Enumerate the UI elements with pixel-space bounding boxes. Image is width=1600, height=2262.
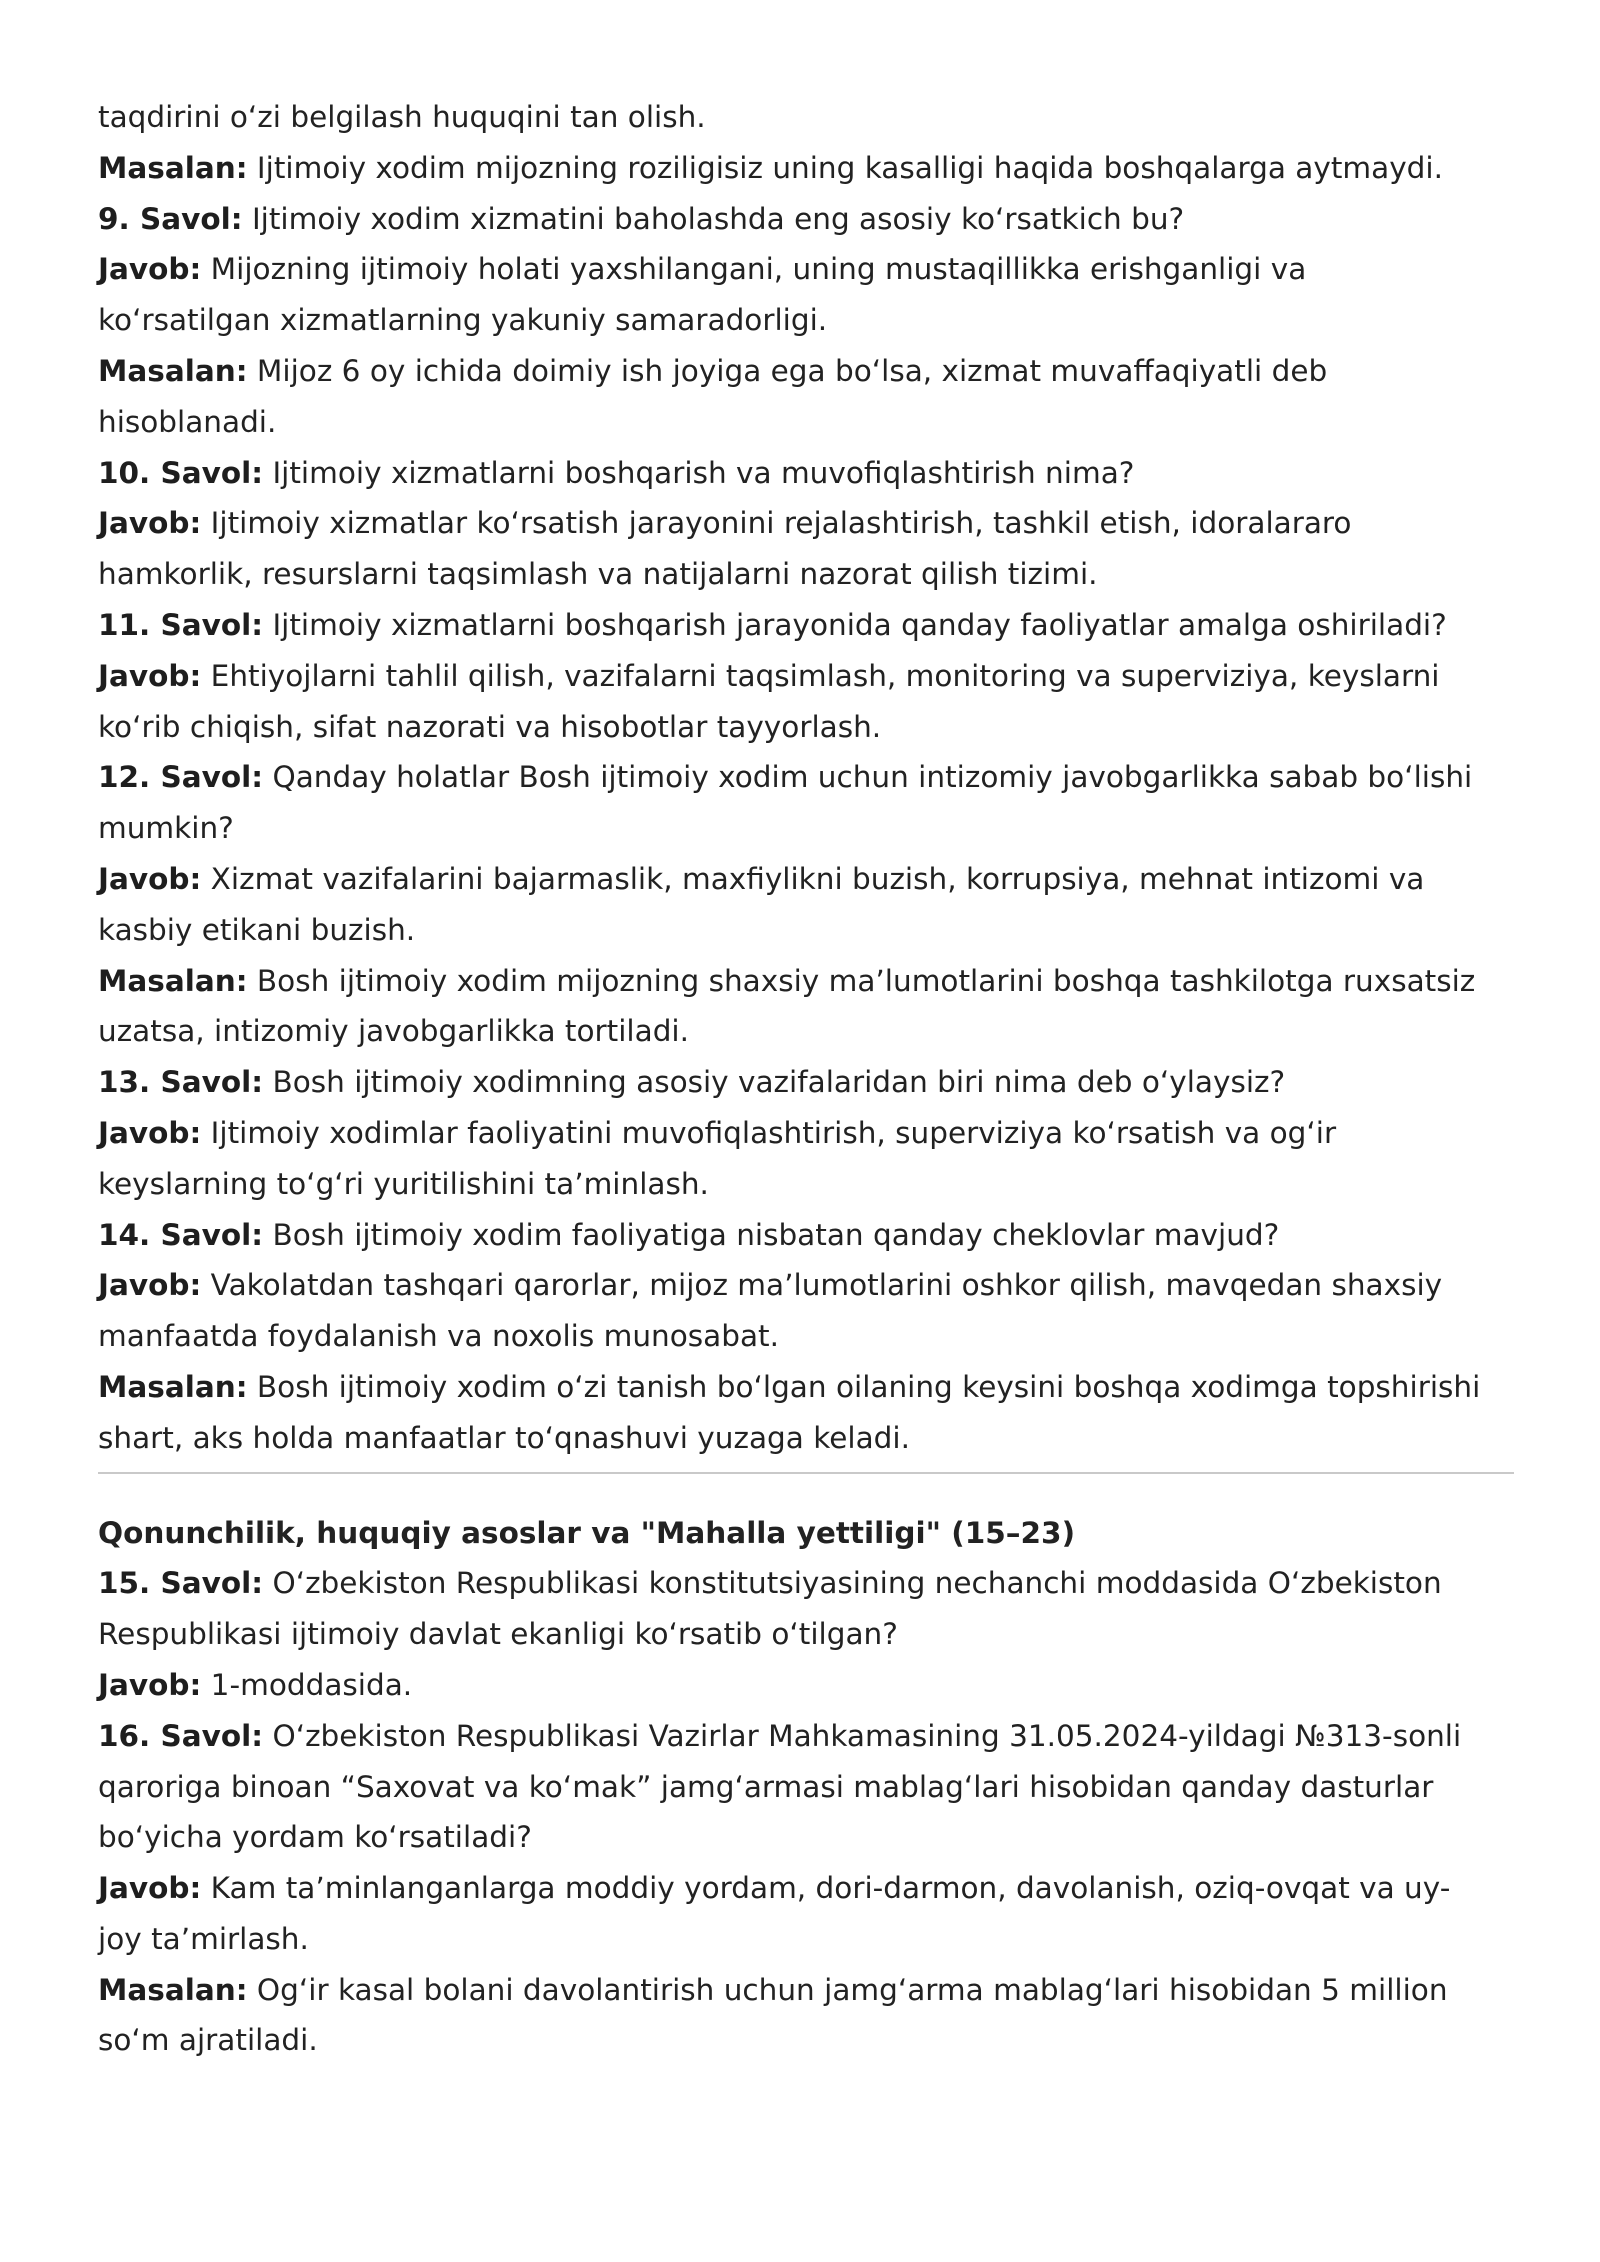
line-text: keyslarning to‘g‘ri yuritilishini ta’minlash.	[98, 1166, 709, 1201]
line-text: Bosh ijtimoiy xodimning asosiy vazifalaridan biri nima deb o‘ylaysiz?	[263, 1065, 1286, 1100]
line-text: O‘zbekiston Respublikasi Vazirlar Mahkamasining 31.05.2024-yildagi №313-sonli	[263, 1718, 1462, 1753]
continuation-line	[98, 905, 1518, 956]
question-label: 14. Savol:	[98, 1217, 264, 1252]
question-line	[98, 1057, 1518, 1108]
section-heading: Qonunchilik, huquqiy asoslar va "Mahalla yettiligi" (15–23)	[98, 1515, 1076, 1550]
example-label: Masalan:	[98, 353, 248, 388]
qa-block-bottom	[98, 1558, 1518, 2066]
question-line	[98, 194, 1518, 245]
line-text: bo‘yicha yordam ko‘rsatiladi?	[98, 1820, 532, 1855]
line-text: Respublikasi ijtimoiy davlat ekanligi ko‘rsatib o‘tilgan?	[98, 1617, 898, 1652]
line-text: Kam ta’minlanganlarga moddiy yordam, dori-darmon, davolanish, oziq-ovqat va uy-	[201, 1871, 1451, 1906]
line-text: hisoblanadi.	[98, 404, 277, 439]
line-text: so‘m ajratiladi.	[98, 2023, 318, 2058]
line-text: Ijtimoiy xizmatlarni boshqarish va muvofiqlashtirish nima?	[263, 455, 1135, 490]
answer-line	[98, 1863, 1518, 1914]
example-label: Masalan:	[98, 963, 248, 998]
line-text: Ijtimoiy xodim mijozning roziligisiz uning kasalligi haqida boshqalarga aytmaydi.	[247, 150, 1443, 185]
example-line	[98, 956, 1518, 1007]
continuation-line	[98, 1609, 1518, 1660]
line-text: Ijtimoiy xodim xizmatini baholashda eng asosiy ko‘rsatkich bu?	[242, 201, 1185, 236]
question-line	[98, 752, 1518, 803]
answer-line	[98, 498, 1518, 549]
continuation-line	[98, 1413, 1518, 1464]
line-text: ko‘rsatilgan xizmatlarning yakuniy samaradorligi.	[98, 303, 828, 338]
line-text: Mijoz 6 oy ichida doimiy ish joyiga ega bo‘lsa, xizmat muvaffaqiyatli deb	[247, 353, 1328, 388]
question-label: 13. Savol:	[98, 1065, 264, 1100]
line-text: O‘zbekiston Respublikasi konstitutsiyasining nechanchi moddasida O‘zbekiston	[263, 1566, 1442, 1601]
question-label: 10. Savol:	[98, 455, 264, 490]
line-text: 1-moddasida.	[201, 1667, 413, 1702]
question-line	[98, 1210, 1518, 1261]
answer-label: Javob:	[98, 1871, 202, 1906]
line-text: mumkin?	[98, 811, 234, 846]
question-label: 15. Savol:	[98, 1566, 264, 1601]
answer-line	[98, 1660, 1518, 1711]
question-line	[98, 1711, 1518, 1762]
line-text: joy ta’mirlash.	[98, 1921, 309, 1956]
line-text: Ehtiyojlarni tahlil qilish, vazifalarni taqsimlash, monitoring va superviziya, keyslarni	[201, 658, 1440, 693]
section-divider	[98, 1472, 1514, 1474]
answer-label: Javob:	[98, 1667, 202, 1702]
continuation-line	[98, 702, 1518, 753]
example-line	[98, 346, 1518, 397]
line-text: Og‘ir kasal bolani davolantirish uchun jamg‘arma mablag‘lari hisobidan 5 million	[247, 1972, 1448, 2007]
answer-line	[98, 1260, 1518, 1311]
answer-line	[98, 854, 1518, 905]
continuation-line	[98, 1762, 1518, 1813]
example-line	[98, 143, 1518, 194]
question-label: 9. Savol:	[98, 201, 243, 236]
document-page	[98, 92, 1518, 2066]
line-text: ko‘rib chiqish, sifat nazorati va hisobotlar tayyorlash.	[98, 709, 882, 744]
answer-line	[98, 244, 1518, 295]
line-text: hamkorlik, resurslarni taqsimlash va natijalarni nazorat qilish tizimi.	[98, 557, 1098, 592]
answer-line	[98, 1108, 1518, 1159]
line-text: Bosh ijtimoiy xodim mijozning shaxsiy ma’lumotlarini boshqa tashkilotga ruxsatsiz	[247, 963, 1476, 998]
continuation-line	[98, 803, 1518, 854]
question-line	[98, 1558, 1518, 1609]
answer-label: Javob:	[98, 252, 202, 287]
example-label: Masalan:	[98, 1369, 248, 1404]
example-line	[98, 1965, 1518, 2016]
line-text: manfaatda foydalanish va noxolis munosabat.	[98, 1319, 779, 1354]
line-text: Ijtimoiy xodimlar faoliyatini muvofiqlashtirish, superviziya ko‘rsatish va og‘ir	[201, 1115, 1337, 1150]
question-label: 11. Savol:	[98, 607, 264, 642]
question-label: 16. Savol:	[98, 1718, 264, 1753]
line-text: uzatsa, intizomiy javobgarlikka tortiladi.	[98, 1014, 689, 1049]
continuation-line	[98, 1159, 1518, 1210]
line-text: Xizmat vazifalarini bajarmaslik, maxfiylikni buzish, korrupsiya, mehnat intizomi va	[201, 861, 1425, 896]
answer-label: Javob:	[98, 1268, 202, 1303]
question-label: 12. Savol:	[98, 760, 264, 795]
question-line	[98, 448, 1518, 499]
question-line	[98, 600, 1518, 651]
continuation-line	[98, 2015, 1518, 2066]
example-label: Masalan:	[98, 150, 248, 185]
line-text: Ijtimoiy xizmatlarni boshqarish jarayonida qanday faoliyatlar amalga oshiriladi?	[263, 607, 1447, 642]
line-text: qaroriga binoan “Saxovat va ko‘mak” jamg‘armasi mablag‘lari hisobidan qanday dasturlar	[98, 1769, 1434, 1804]
answer-label: Javob:	[98, 506, 202, 541]
answer-label: Javob:	[98, 1115, 202, 1150]
continuation-line	[98, 92, 1518, 143]
line-text: Mijozning ijtimoiy holati yaxshilangani, uning mustaqillikka erishganligi va	[201, 252, 1307, 287]
qa-block-top	[98, 92, 1518, 1464]
answer-label: Javob:	[98, 658, 202, 693]
example-label: Masalan:	[98, 1972, 248, 2007]
continuation-line	[98, 1006, 1518, 1057]
line-text: kasbiy etikani buzish.	[98, 912, 416, 947]
line-text: Ijtimoiy xizmatlar ko‘rsatish jarayonini rejalashtirish, tashkil etish, idoralararo	[201, 506, 1352, 541]
continuation-line	[98, 295, 1518, 346]
line-text: Vakolatdan tashqari qarorlar, mijoz ma’lumotlarini oshkor qilish, mavqedan shaxsiy	[201, 1268, 1443, 1303]
line-text: Bosh ijtimoiy xodim faoliyatiga nisbatan qanday cheklovlar mavjud?	[263, 1217, 1280, 1252]
line-text: taqdirini o‘zi belgilash huquqini tan olish.	[98, 100, 706, 134]
answer-label: Javob:	[98, 861, 202, 896]
example-line	[98, 1362, 1518, 1413]
line-text: Bosh ijtimoiy xodim o‘zi tanish bo‘lgan oilaning keysini boshqa xodimga topshirishi	[247, 1369, 1481, 1404]
line-text: Qanday holatlar Bosh ijtimoiy xodim uchun intizomiy javobgarlikka sabab bo‘lishi	[263, 760, 1473, 795]
continuation-line	[98, 549, 1518, 600]
continuation-line	[98, 397, 1518, 448]
continuation-line	[98, 1914, 1518, 1965]
continuation-line	[98, 1812, 1518, 1863]
line-text: shart, aks holda manfaatlar to‘qnashuvi yuzaga keladi.	[98, 1420, 910, 1455]
continuation-line	[98, 1311, 1518, 1362]
answer-line	[98, 651, 1518, 702]
